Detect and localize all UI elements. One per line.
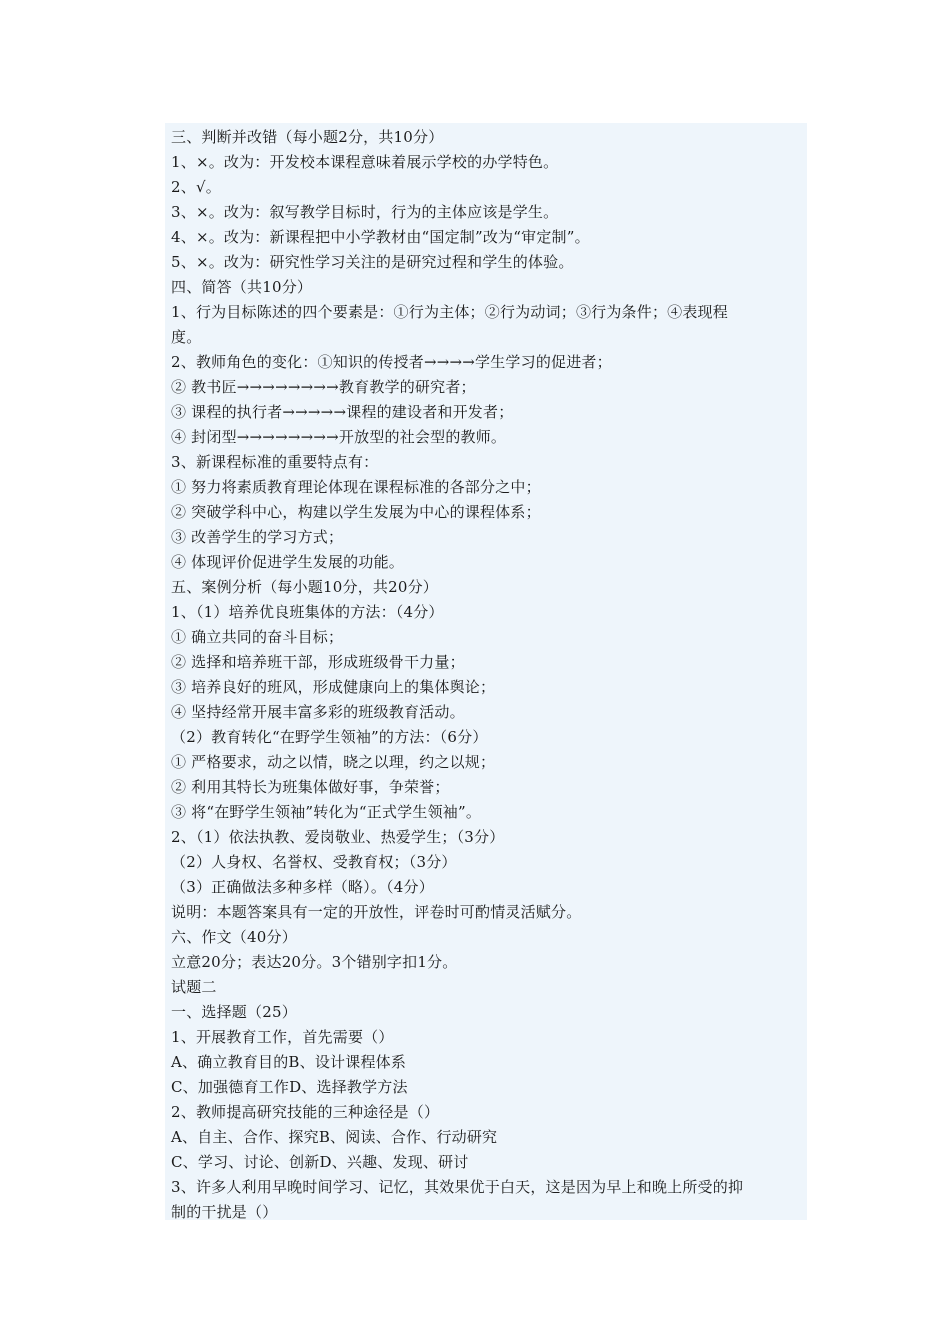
option-line: C、学习、讨论、创新D、兴趣、发现、研讨 (171, 1153, 469, 1171)
section-heading: 六、作文（40分） (171, 928, 297, 946)
answer-line: （2）教育转化“在野学生领袖”的方法：（6分） (171, 728, 488, 746)
answer-line: ④ 体现评价促进学生发展的功能。 (171, 553, 404, 571)
answer-line: ③ 改善学生的学习方式； (171, 528, 344, 546)
section-heading: 四、简答（共10分） (171, 278, 313, 296)
answer-line: 度。 (171, 328, 202, 346)
exam-title: 试题二 (171, 978, 217, 996)
answer-line: 5、×。改为：研究性学习关注的是研究过程和学生的体验。 (171, 253, 574, 271)
answer-line: ③ 培养良好的班风，形成健康向上的集体舆论； (171, 678, 496, 696)
document-text (171, 125, 803, 1225)
answer-line: 3、×。改为：叙写教学目标时，行为的主体应该是学生。 (171, 203, 559, 221)
answer-line: ① 确立共同的奋斗目标； (171, 628, 344, 646)
answer-line: （2）人身权、名誉权、受教育权；（3分） (171, 853, 457, 871)
answer-line: （3）正确做法多种多样（略）。（4分） (171, 878, 434, 896)
section-heading: 一、选择题（25） (171, 1003, 297, 1021)
answer-line: ② 选择和培养班干部，形成班级骨干力量； (171, 653, 465, 671)
answer-line: ③ 课程的执行者→→→→→课程的建设者和开发者； (171, 403, 514, 421)
answer-line: ② 教书匠→→→→→→→→教育教学的研究者； (171, 378, 476, 396)
option-line: A、确立教育目的B、设计课程体系 (171, 1053, 407, 1071)
question-line: 2、教师提高研究技能的三种途径是（） (171, 1103, 440, 1121)
answer-line: ② 突破学科中心，构建以学生发展为中心的课程体系； (171, 503, 541, 521)
answer-line: 1、×。改为：开发校本课程意味着展示学校的办学特色。 (171, 153, 559, 171)
answer-line: ② 利用其特长为班集体做好事，争荣誉； (171, 778, 450, 796)
question-line: 制的干扰是（） (171, 1203, 278, 1221)
answer-line: 2、（1）依法执教、爱岗敬业、热爱学生；（3分） (171, 828, 505, 846)
answer-line: 1、（1）培养优良班集体的方法：（4分） (171, 603, 444, 621)
answer-line: ① 努力将素质教育理论体现在课程标准的各部分之中； (171, 478, 541, 496)
option-line: C、加强德育工作D、选择教学方法 (171, 1078, 408, 1096)
answer-line: 2、教师角色的变化：①知识的传授者→→→→学生学习的促进者； (171, 353, 612, 371)
answer-line: 1、行为目标陈述的四个要素是：①行为主体；②行为动词；③行为条件；④表现程 (171, 303, 728, 321)
question-line: 1、开展教育工作，首先需要（） (171, 1028, 394, 1046)
answer-line: ① 严格要求，动之以情，晓之以理，约之以规； (171, 753, 496, 771)
note-line: 说明：本题答案具有一定的开放性，评卷时可酌情灵活赋分。 (171, 903, 582, 921)
answer-line: 立意20分；表达20分。3个错别字扣1分。 (171, 953, 458, 971)
section-heading: 五、案例分析（每小题10分，共20分） (171, 578, 438, 596)
answer-line: 3、新课程标准的重要特点有： (171, 453, 379, 471)
answer-line: 4、×。改为：新课程把中小学教材由“国定制”改为“审定制”。 (171, 228, 590, 246)
answer-line: ③ 将“在野学生领袖”转化为“正式学生领袖”。 (171, 803, 482, 821)
option-line: A、自主、合作、探究B、阅读、合作、行动研究 (171, 1128, 498, 1146)
question-line: 3、许多人利用早晚时间学习、记忆，其效果优于白天，这是因为早上和晚上所受的抑 (171, 1178, 744, 1196)
section-heading: 三、判断并改错（每小题2分，共10分） (171, 128, 444, 146)
answer-line: 2、√。 (171, 178, 221, 196)
answer-line: ④ 坚持经常开展丰富多彩的班级教育活动。 (171, 703, 465, 721)
answer-line: ④ 封闭型→→→→→→→→开放型的社会型的教师。 (171, 428, 507, 446)
